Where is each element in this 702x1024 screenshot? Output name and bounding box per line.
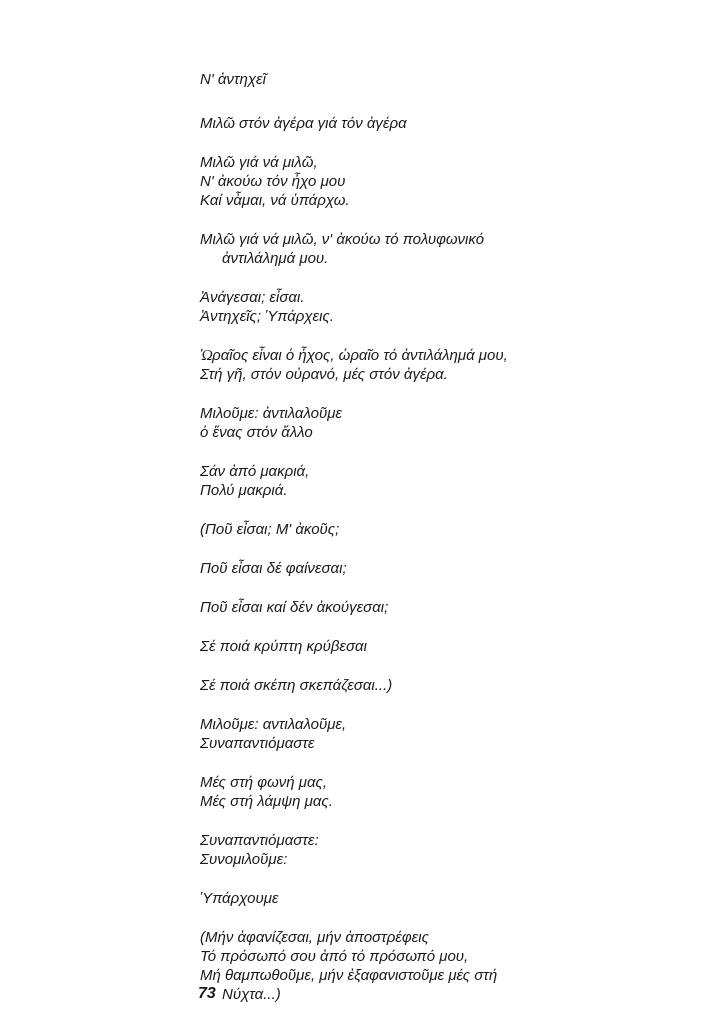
- poem-line: (Μήν ἀφανίζεσαι, μήν ἀποστρέφεις: [200, 929, 429, 946]
- stanza: [200, 889, 670, 908]
- poem-line: Συναπαντιόμαστε:: [200, 832, 319, 849]
- poem-line: Συνομιλοῦμε:: [200, 851, 288, 868]
- poem-line: Μές στή λάμψη μας.: [200, 793, 333, 810]
- poem-line: Ὑπάρχουμε: [200, 890, 279, 907]
- stanza: [200, 114, 670, 133]
- poem-line: Νύχτα...): [222, 986, 281, 1003]
- page-number: 73: [198, 985, 216, 1002]
- poem-line: ὁ ἕνας στόν ἄλλο: [200, 424, 313, 441]
- poem-line: Μιλῶ στόν ἀγέρα γιά τόν ἀγέρα: [200, 115, 407, 132]
- poem-line: Σάν ἀπό μακριά,: [200, 463, 310, 480]
- stanza: [200, 346, 670, 384]
- poem-line: Καί νἆμαι, νά ὑπάρχω.: [200, 192, 350, 209]
- poem-line: Μιλῶ γιά νά μιλῶ, ν' ἀκούω τό πολυφωνικό: [200, 231, 485, 248]
- poem-title: Ν' ἀντηχεῖ: [200, 71, 266, 88]
- poem-line: Σέ ποιά κρύπτη κρύβεσαι: [200, 638, 367, 655]
- poem-line: Μιλῶ γιά νά μιλῶ,: [200, 154, 318, 171]
- stanza: [200, 288, 670, 326]
- stanza: [200, 462, 670, 500]
- stanza: [200, 598, 670, 617]
- poem-line: Ἀντηχεῖς; Ὑπάρχεις.: [200, 308, 334, 325]
- stanza: [200, 928, 670, 1004]
- poem-line: Μή θαμπωθοῦμε, μήν ἐξαφανιστοῦμε μές στή: [200, 967, 498, 984]
- poem-line: Σέ ποιά σκέπη σκεπάζεσαι...): [200, 677, 393, 694]
- stanza: [200, 773, 670, 811]
- stanza: [200, 715, 670, 753]
- poem-line: Μές στή φωνή μας,: [200, 774, 327, 791]
- poem-line: Ν' ἀκούω τόν ἦχο μου: [200, 173, 346, 190]
- stanza: [200, 676, 670, 695]
- poem-line: Ποῦ εἶσαι δέ φαίνεσαι;: [200, 560, 347, 577]
- stanza: [200, 404, 670, 442]
- poem-line: Μιλοῦμε: αντιλαλοῦμε,: [200, 716, 347, 733]
- poem-line: Τό πρόσωπό σου ἀπό τό πρόσωπό μου,: [200, 948, 469, 965]
- stanza: [200, 520, 670, 539]
- poem-line: Ποῦ εἶσαι καί δέν ἀκούγεσαι;: [200, 599, 389, 616]
- poem-line: Μιλοῦμε: ἀντιλαλοῦμε: [200, 405, 343, 422]
- poem-line: Ὡραῖος εἶναι ὁ ἦχος, ὡραῖο τό ἀντιλάλημά μου,: [200, 347, 508, 364]
- poem-line: ἀντιλάλημά μου.: [222, 250, 329, 267]
- poem-line: Στή γῆ, στόν οὐρανό, μές στόν ἀγέρα.: [200, 366, 448, 383]
- stanza: [200, 831, 670, 869]
- poem-line: Πολύ μακριά.: [200, 482, 288, 499]
- poem-line: Ἀνάγεσαι; εἶσαι.: [200, 289, 305, 306]
- poem-body: [200, 70, 670, 1024]
- stanza: [200, 559, 670, 578]
- poem-line: Συναπαντιόμαστε: [200, 735, 315, 752]
- stanza: [200, 637, 670, 656]
- stanza: [200, 230, 670, 268]
- poem-line: (Ποῦ εἶσαι; Μ' ἀκοῦς;: [200, 521, 340, 538]
- stanza: [200, 153, 670, 210]
- stanza-list: [200, 114, 670, 1004]
